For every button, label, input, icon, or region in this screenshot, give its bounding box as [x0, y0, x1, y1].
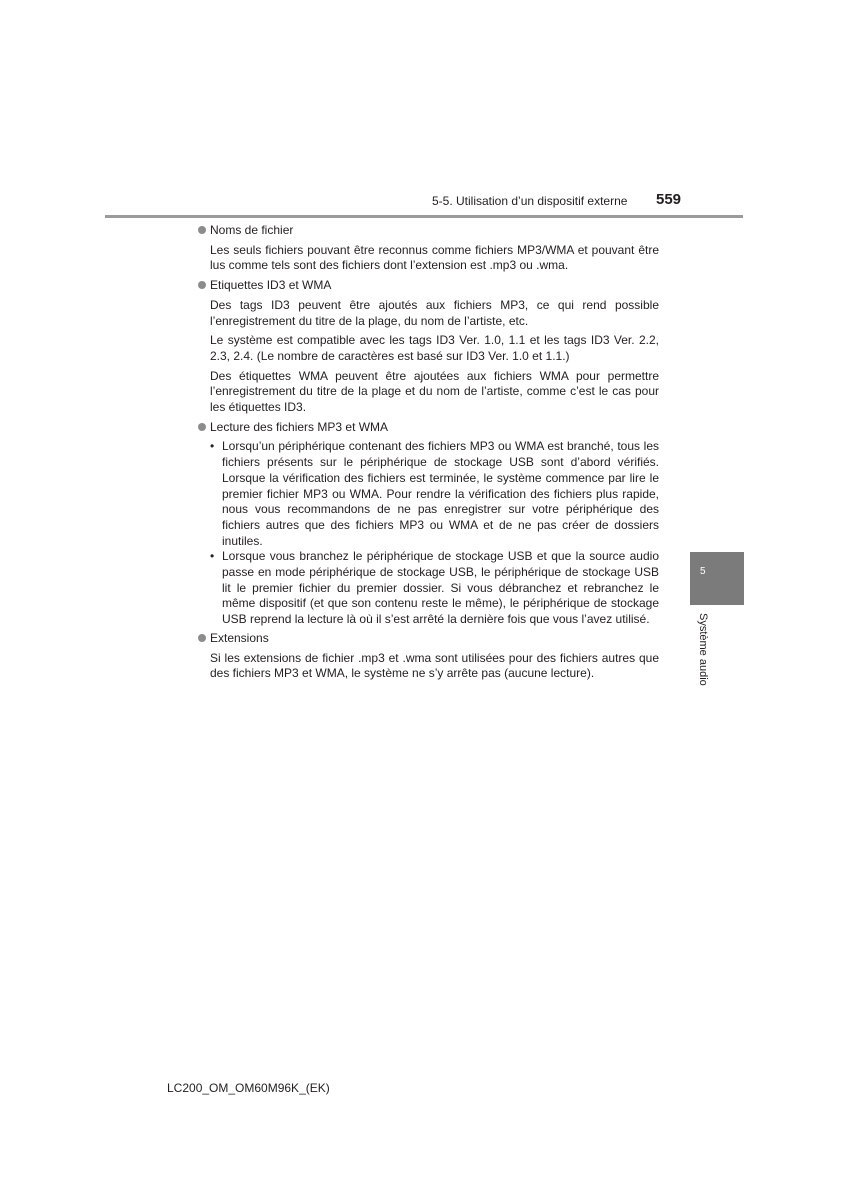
paragraph: Le système est compatible avec les tags ID3 Ver. 1.0, 1.1 et les tags ID3 Ver. 2.2, 2.3, 2.4. (Le nombre de caractères est basé sur ID3 Ver. 1.0 et 1.1.) [210, 333, 659, 363]
page-content [196, 223, 659, 686]
paragraph: Des tags ID3 peuvent être ajoutés aux fichiers MP3, ce qui rend possible l’enregistrement du titre de la plage, du nom de l’artiste, etc. [210, 297, 659, 328]
heading-text: Extensions [210, 630, 269, 645]
section-heading [196, 278, 659, 294]
heading-text: Etiquettes ID3 et WMA [210, 278, 332, 293]
bullet-circle-icon [198, 226, 206, 234]
section-extensions [196, 631, 659, 682]
section-playback [196, 420, 659, 628]
bullet-circle-icon [198, 281, 206, 289]
page-number: 559 [656, 191, 682, 208]
paragraph: Des étiquettes WMA peuvent être ajoutées aux fichiers WMA pour permettre l’enregistrement du titre de la plage et du nom de l’artiste, comme c’est le cas pour les étiquettes ID3. [210, 368, 659, 415]
header-divider [105, 215, 743, 218]
section-heading [196, 420, 659, 436]
section-header-title: 5-5. Utilisation d’un dispositif externe [432, 194, 628, 208]
list-item-text: Lorsque vous branchez le périphérique de stockage USB et que la source audio passe en mode périphérique de stockage USB, le périphérique de stockage USB lit le premier fichier du premier dossier. Si vous débranchez et rebranchez le même dispositif (et que son contenu reste le même), le périphérique de stockage USB reprend la lecture là où il s’est arrêté la dernière fois que vous l’avez utilisé. [222, 549, 659, 627]
list-item [210, 549, 659, 628]
section-file-names [196, 223, 659, 274]
heading-text: Lecture des fichiers MP3 et WMA [210, 419, 389, 434]
chapter-tab [690, 552, 744, 605]
heading-text: Noms de fichier [210, 223, 294, 237]
section-heading [196, 223, 659, 239]
footer-document-code: LC200_OM_OM60M96K_(EK) [167, 1081, 330, 1095]
section-heading [196, 631, 659, 647]
bullet-circle-icon [198, 423, 206, 431]
paragraph: Les seuls fichiers pouvant être reconnus comme fichiers MP3/WMA et pouvant être lus comme tels sont des fichiers dont l’extension est .mp3 ou .wma. [210, 242, 659, 273]
paragraph: Si les extensions de fichier .mp3 et .wma sont utilisées pour des fichiers autres que des fichiers MP3 et WMA, le système ne s’y arrête pas (aucune lecture). [210, 650, 659, 681]
chapter-label: Système audio [697, 613, 709, 686]
list-item [210, 439, 659, 549]
list-item-text: Lorsqu’un périphérique contenant des fichiers MP3 ou WMA est branché, tous les fichiers présents sur le périphérique de stockage USB sont d’abord vérifiés. Lorsque la vérification des fichiers est terminée, le système commence par lire le premier fichier MP3 ou WMA. Pour rendre la vérification des fichiers plus rapide, nous vous recommandons de ne pas enregistrer sur votre périphérique des fichiers autres que des fichiers MP3 ou WMA et de ne pas créer de dossiers inutiles. [222, 439, 659, 548]
bullet-dot-icon: • [210, 439, 215, 454]
bullet-dot-icon: • [210, 549, 215, 564]
bullet-circle-icon [198, 634, 206, 642]
section-id3-wma-tags [196, 278, 659, 416]
chapter-number: 5 [700, 566, 706, 577]
